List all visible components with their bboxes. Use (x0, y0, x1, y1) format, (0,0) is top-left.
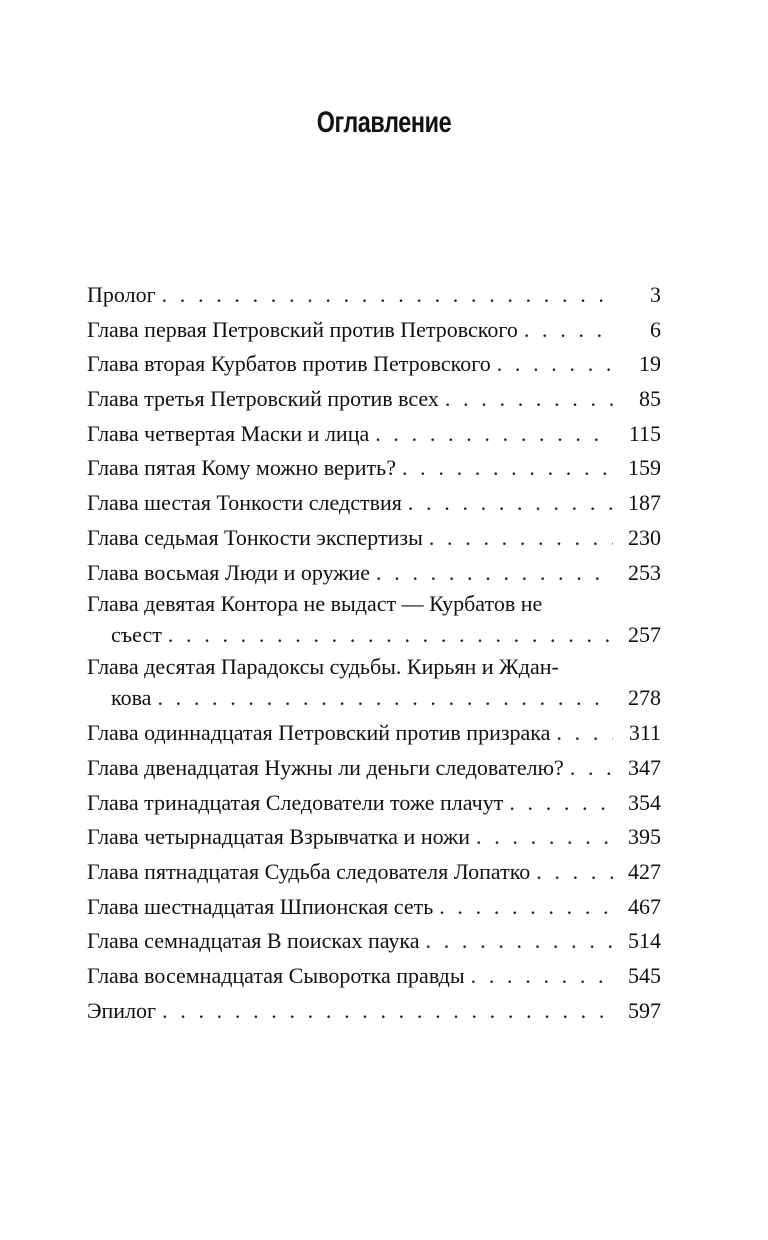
toc-entry-chapter-4 (87, 417, 661, 452)
toc-entry-title: Глава шестая Тонкости следствия (87, 490, 402, 516)
dot-leader (157, 680, 613, 716)
dot-leader (524, 313, 613, 348)
dot-leader (426, 924, 613, 959)
toc-entry-title: Глава тринадцатая Следователи тоже плачут (87, 789, 504, 815)
toc-entry-title: Глава восьмая Люди и оружие (87, 559, 371, 585)
toc-entry-chapter-11 (87, 716, 661, 751)
toc-page-number: 115 (628, 420, 661, 446)
toc-page-number: 395 (628, 824, 661, 850)
dot-leader (375, 417, 613, 452)
toc-entry-chapter-13 (87, 786, 661, 821)
toc-list (87, 278, 661, 1028)
toc-page-number: 467 (628, 893, 661, 919)
dot-leader (556, 716, 613, 751)
toc-entry-title: Глава третья Петровский против всех (87, 386, 439, 412)
toc-entry-chapter-10 (87, 653, 661, 716)
dot-leader (445, 382, 613, 417)
toc-entry-title: Глава девятая Контора не выдаст — Курбатов не (87, 591, 543, 617)
toc-entry-title: Эпилог (87, 997, 157, 1023)
dot-leader (509, 786, 613, 821)
toc-page-number: 278 (628, 685, 661, 711)
toc-entry-chapter-15 (87, 855, 661, 890)
toc-entry-chapter-5 (87, 451, 661, 486)
dot-leader (536, 855, 613, 890)
toc-entry-chapter-18 (87, 959, 661, 994)
toc-entry-chapter-6 (87, 486, 661, 521)
dot-leader (429, 521, 613, 556)
toc-page-number: 597 (628, 997, 661, 1023)
toc-entry-chapter-8 (87, 556, 661, 591)
toc-entry-title: Глава четырнадцатая Взрывчатка и ножи (87, 824, 471, 850)
toc-entry-title: Глава пятая Кому можно верить? (87, 455, 396, 481)
toc-page-number: 427 (628, 858, 661, 884)
toc-entry-title-continued: кова (111, 685, 152, 711)
toc-entry-title: Глава десятая Парадоксы судьбы. Кирьян и Ждан- (87, 654, 559, 680)
dot-leader (168, 617, 613, 653)
toc-page-number: 545 (628, 963, 661, 988)
page-title: Оглавление (316, 106, 452, 139)
dot-leader (402, 451, 613, 486)
toc-entry-chapter-1 (87, 313, 661, 348)
toc-entry-chapter-16 (87, 890, 661, 925)
dot-leader (408, 486, 613, 521)
toc-page-number: 3 (650, 282, 661, 307)
toc-entry-chapter-12 (87, 751, 661, 786)
toc-entry-title: Глава двенадцатая Нужны ли деньги следователю? (87, 754, 564, 780)
toc-entry-title: Пролог (87, 282, 156, 307)
dot-leader (497, 347, 613, 382)
toc-entry-epilogue (87, 994, 661, 1029)
dot-leader (162, 994, 613, 1029)
toc-page-number: 354 (628, 789, 661, 815)
dot-leader (570, 751, 613, 786)
toc-page-number: 85 (639, 386, 661, 412)
toc-entry-title: Глава четвертая Маски и лица (87, 420, 370, 446)
toc-entry-title: Глава седьмая Тонкости экспертизы (87, 524, 423, 550)
toc-entry-chapter-14 (87, 820, 661, 855)
dot-leader (162, 278, 613, 313)
dot-leader (471, 959, 613, 994)
toc-page-number: 311 (628, 720, 661, 746)
toc-entry-title: Глава одиннадцатая Петровский против призрака (87, 720, 551, 746)
dot-leader (376, 556, 613, 591)
toc-entry-title: Глава вторая Курбатов против Петровского (87, 351, 491, 377)
toc-entry-title: Глава восемнадцатая Сыворотка правды (87, 963, 465, 988)
toc-page-number: 6 (650, 316, 661, 342)
toc-entry-title: Глава семнадцатая В поисках паука (87, 928, 420, 954)
toc-entry-chapter-9 (87, 590, 661, 653)
toc-entry-title-continued: съест (111, 622, 162, 648)
toc-page-number: 347 (628, 754, 661, 780)
dot-leader (476, 820, 613, 855)
toc-page-number: 187 (628, 490, 661, 516)
toc-entry-title: Глава шестнадцатая Шпионская сеть (87, 893, 434, 919)
toc-entry-chapter-2 (87, 347, 661, 382)
toc-entry-title: Глава пятнадцатая Судьба следователя Лопатко (87, 858, 531, 884)
toc-page-number: 230 (628, 524, 661, 550)
toc-page-number: 19 (639, 351, 661, 377)
toc-page-number: 253 (628, 559, 661, 585)
toc-entry-chapter-17 (87, 924, 661, 959)
toc-entry-prologue (87, 278, 661, 313)
toc-entry-chapter-7 (87, 521, 661, 556)
toc-page-number: 257 (628, 622, 661, 648)
toc-page-number: 159 (628, 455, 661, 481)
toc-entry-title: Глава первая Петровский против Петровского (87, 316, 518, 342)
dot-leader (439, 890, 613, 925)
toc-page-number: 514 (628, 928, 661, 954)
toc-entry-chapter-3 (87, 382, 661, 417)
